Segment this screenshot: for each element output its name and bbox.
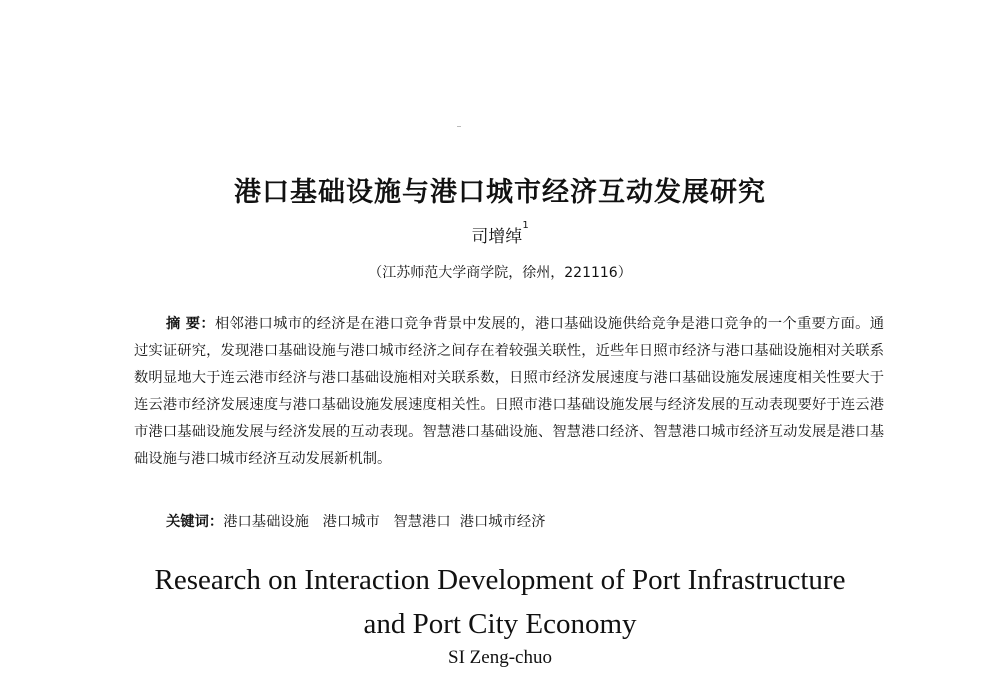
- scan-speck: [457, 126, 461, 127]
- keyword: 港口城市经济: [459, 514, 546, 530]
- author-affiliation-marker: 1: [522, 220, 529, 231]
- chinese-title: 港口基础设施与港口城市经济互动发展研究: [234, 177, 766, 208]
- english-author: SI Zeng-chuo: [448, 647, 552, 668]
- keyword: 智慧港口: [393, 514, 451, 530]
- english-title-line-2: and Port City Economy: [363, 608, 637, 640]
- keyword: 港口城市: [322, 514, 380, 530]
- english-title-line-1: Research on Interaction Development of Port Infrastructure: [154, 564, 846, 596]
- keywords-label: 关键词：: [166, 514, 224, 530]
- english-title: [0, 558, 1000, 646]
- keywords-line: [166, 511, 546, 531]
- chinese-abstract: [134, 311, 884, 472]
- chinese-affiliation: （江苏师范大学商学院，徐州，221116）: [368, 265, 632, 281]
- abstract-text: 相邻港口城市的经济是在港口竞争背景中发展的，港口基础设施供给竞争是港口竞争的一个重要方面。通过实证研究，发现港口基础设施与港口城市经济之间存在着较强关联性，近些年日照市经济与港口基础设施相对关联系数明显地大于连云港市经济与港口基础设施相对关联系数，日照市经济发展速度与港口基础设施发展速度相关性要大于连云港市经济发展速度与港口基础设施发展速度相关性。日照市港口基础设施发展与经济发展的互动表现要好于连云港市港口基础设施发展与经济发展的互动表现。智慧港口基础设施、智慧港口经济、智慧港口城市经济互动发展是港口基础设施与港口城市经济互动发展新机制。: [134, 316, 884, 467]
- keyword: 港口基础设施: [223, 514, 309, 530]
- chinese-author-name: 司增绰: [471, 227, 523, 247]
- abstract-label: 摘 要：: [166, 316, 215, 332]
- chinese-author: [0, 222, 1000, 247]
